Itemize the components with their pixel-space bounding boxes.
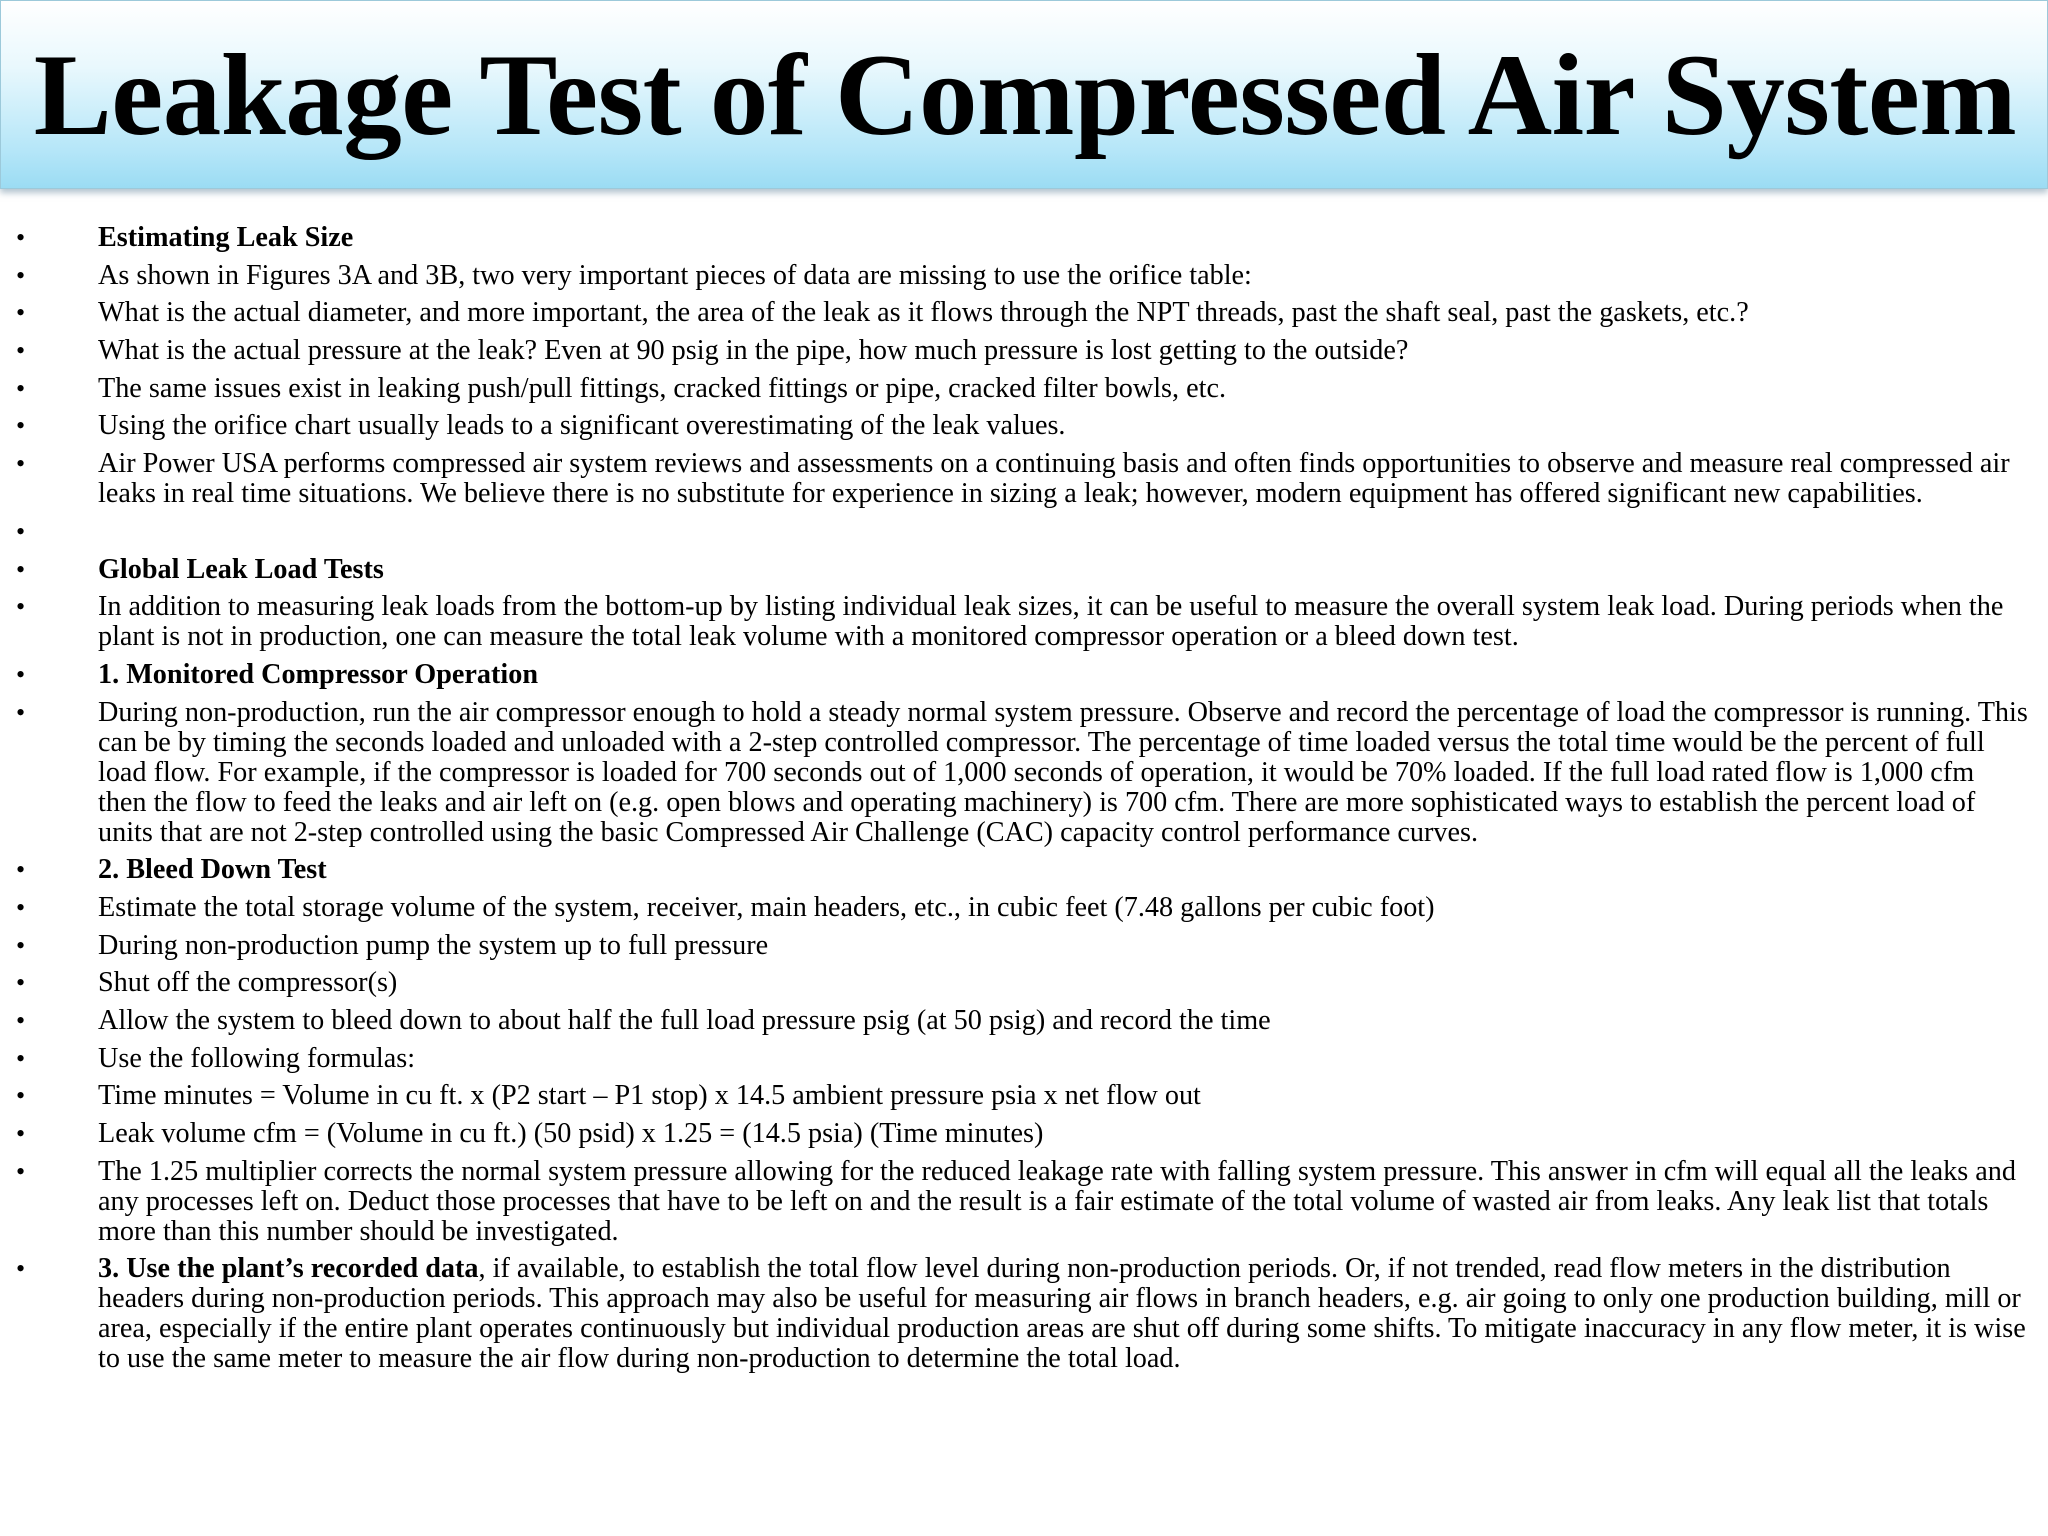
bullet-item (0, 374, 2048, 404)
bullet-item (0, 449, 2048, 509)
bullet-dot: • (16, 855, 26, 885)
bullet-dot: • (16, 697, 26, 727)
bullet-text: What is the actual diameter, and more important, the area of the leak as it flows through the NPT threads, past the shaft seal, past the gaskets, etc.? (98, 297, 1749, 329)
bullet-text: What is the actual pressure at the leak? Even at 90 psig in the pipe, how much pressure is lost getting to the outside? (98, 335, 1409, 367)
bullet-text: During non-production, run the air compressor enough to hold a steady normal system pressure. Observe and record the percentage of load the compressor is running. This can be by timing the seconds loaded and unloaded with a 2-step controlled compressor. The percentage of time loaded versus the total time would be the percent of full load flow. For example, if the compressor is loaded for 700 seconds out of 1,000 seconds of operation, it would be 70% loaded. If the full load rated flow is 1,000 cfm then the flow to feed the leaks and air left on (e.g. open blows and operating machinery) is 700 cfm. There are more sophisticated ways to establish the percent load of units that are not 2-step controlled using the basic Compressed Air Challenge (CAC) capacity control performance curves. (98, 696, 2028, 848)
bullet-dot: • (16, 260, 26, 290)
bullet-dot: • (16, 1081, 26, 1111)
bullet-heading: 3. Use the plant’s recorded data (98, 1253, 479, 1285)
bullet-dot: • (16, 411, 26, 441)
bullet-item (0, 698, 2048, 848)
bullet-heading: 1. Monitored Compressor Operation (98, 658, 539, 690)
bullet-text: , if available, to establish the total flow level during non-production periods. Or, if not trended, read flow meters in the distribution headers during non-production periods. This approach may also be useful for measuring air flows in branch headers, e.g. air going to only one production building, mill or area, especially if the entire plant operates continuously but individual production areas are shut off during some shifts. To mitigate inaccuracy in any flow meter, it is wise to use the same meter to measure the air flow during non-production to determine the total load. (98, 1253, 2026, 1375)
bullet-text: The 1.25 multiplier corrects the normal system pressure allowing for the reduced leakage rate with falling system pressure. This answer in cfm will equal all the leaks and any processes left on. Deduct those processes that have to be left on and the result is a fair estimate of the total volume of wasted air from leaks. Any leak list that totals more than this number should be investigated. (98, 1155, 2016, 1247)
bullet-item (0, 1254, 2048, 1374)
bullet-item (0, 1157, 2048, 1247)
bullet-item (0, 931, 2048, 961)
bullet-text: Leak volume cfm = (Volume in cu ft.) (50 psid) x 1.25 = (14.5 psia) (Time minutes) (98, 1118, 1044, 1150)
bullet-item (0, 261, 2048, 291)
bullet-heading: Estimating Leak Size (98, 222, 354, 253)
bullet-list (0, 223, 2048, 1382)
bullet-item (0, 517, 2048, 547)
bullet-dot: • (16, 554, 26, 584)
bullet-item (0, 660, 2048, 690)
bullet-dot: • (16, 1119, 26, 1149)
bullet-dot: • (16, 1006, 26, 1035)
bullet-item (0, 298, 2048, 328)
bullet-item (0, 411, 2048, 441)
bullet-item (0, 1081, 2048, 1111)
bullet-text: In addition to measuring leak loads from the bottom-up by listing individual leak sizes, it can be useful to measure the overall system leak load. During periods when the plant is not in production, one can measure the total leak volume with a monitored compressor operation or a bleed down test. (98, 591, 2004, 653)
bullet-text: Estimate the total storage volume of the system, receiver, main headers, etc., in cubic feet (7.48 gallons per cubic foot) (98, 891, 1435, 923)
bullet-item (0, 968, 2048, 998)
bullet-item (0, 223, 2048, 253)
bullet-dot: • (16, 659, 26, 689)
bullet-dot: • (16, 336, 26, 366)
bullet-dot: • (16, 516, 26, 546)
bullet-heading: 2. Bleed Down Test (98, 854, 327, 886)
bullet-dot: • (16, 968, 26, 998)
bullet-dot: • (16, 930, 26, 960)
title-banner (0, 0, 2048, 189)
bullet-dot: • (16, 373, 26, 403)
bullet-dot: • (16, 892, 26, 922)
bullet-dot: • (16, 449, 26, 479)
bullet-heading: Global Leak Load Tests (98, 553, 384, 585)
bullet-text: Use the following formulas: (98, 1042, 416, 1074)
bullet-item (0, 1006, 2048, 1036)
bullet-text: Shut off the compressor(s) (98, 967, 398, 999)
bullet-text: As shown in Figures 3A and 3B, two very important pieces of data are missing to use the orifice table: (98, 259, 1252, 291)
bullet-text: Allow the system to bleed down to about half the full load pressure psig (at 50 psig) and record the time (98, 1005, 1271, 1036)
bullet-item (0, 592, 2048, 652)
bullet-dot: • (16, 1156, 26, 1186)
slide-title: Leakage Test of Compressed Air System (33, 31, 2017, 160)
bullet-dot: • (16, 298, 26, 328)
bullet-dot: • (16, 1254, 26, 1284)
bullet-item (0, 555, 2048, 585)
bullet-text: The same issues exist in leaking push/pull fittings, cracked fittings or pipe, cracked filter bowls, etc. (98, 372, 1226, 404)
bullet-text: Air Power USA performs compressed air system reviews and assessments on a continuing basis and often finds opportunities to observe and measure real compressed air leaks in real time situations. We believe there is no substitute for experience in sizing a leak; however, modern equipment has offered significant new capabilities. (98, 448, 2010, 510)
bullet-text: Time minutes = Volume in cu ft. x (P2 start – P1 stop) x 14.5 ambient pressure psia x net flow out (98, 1080, 1201, 1112)
bullet-item (0, 855, 2048, 885)
bullet-item (0, 1044, 2048, 1074)
bullet-item (0, 1119, 2048, 1149)
bullet-dot: • (16, 592, 26, 622)
bullet-text: Using the orifice chart usually leads to a significant overestimating of the leak values. (98, 410, 1066, 442)
bullet-text: During non-production pump the system up to full pressure (98, 929, 769, 961)
bullet-item (0, 336, 2048, 366)
bullet-dot: • (16, 1043, 26, 1073)
bullet-item (0, 893, 2048, 923)
bullet-dot: • (16, 223, 26, 252)
